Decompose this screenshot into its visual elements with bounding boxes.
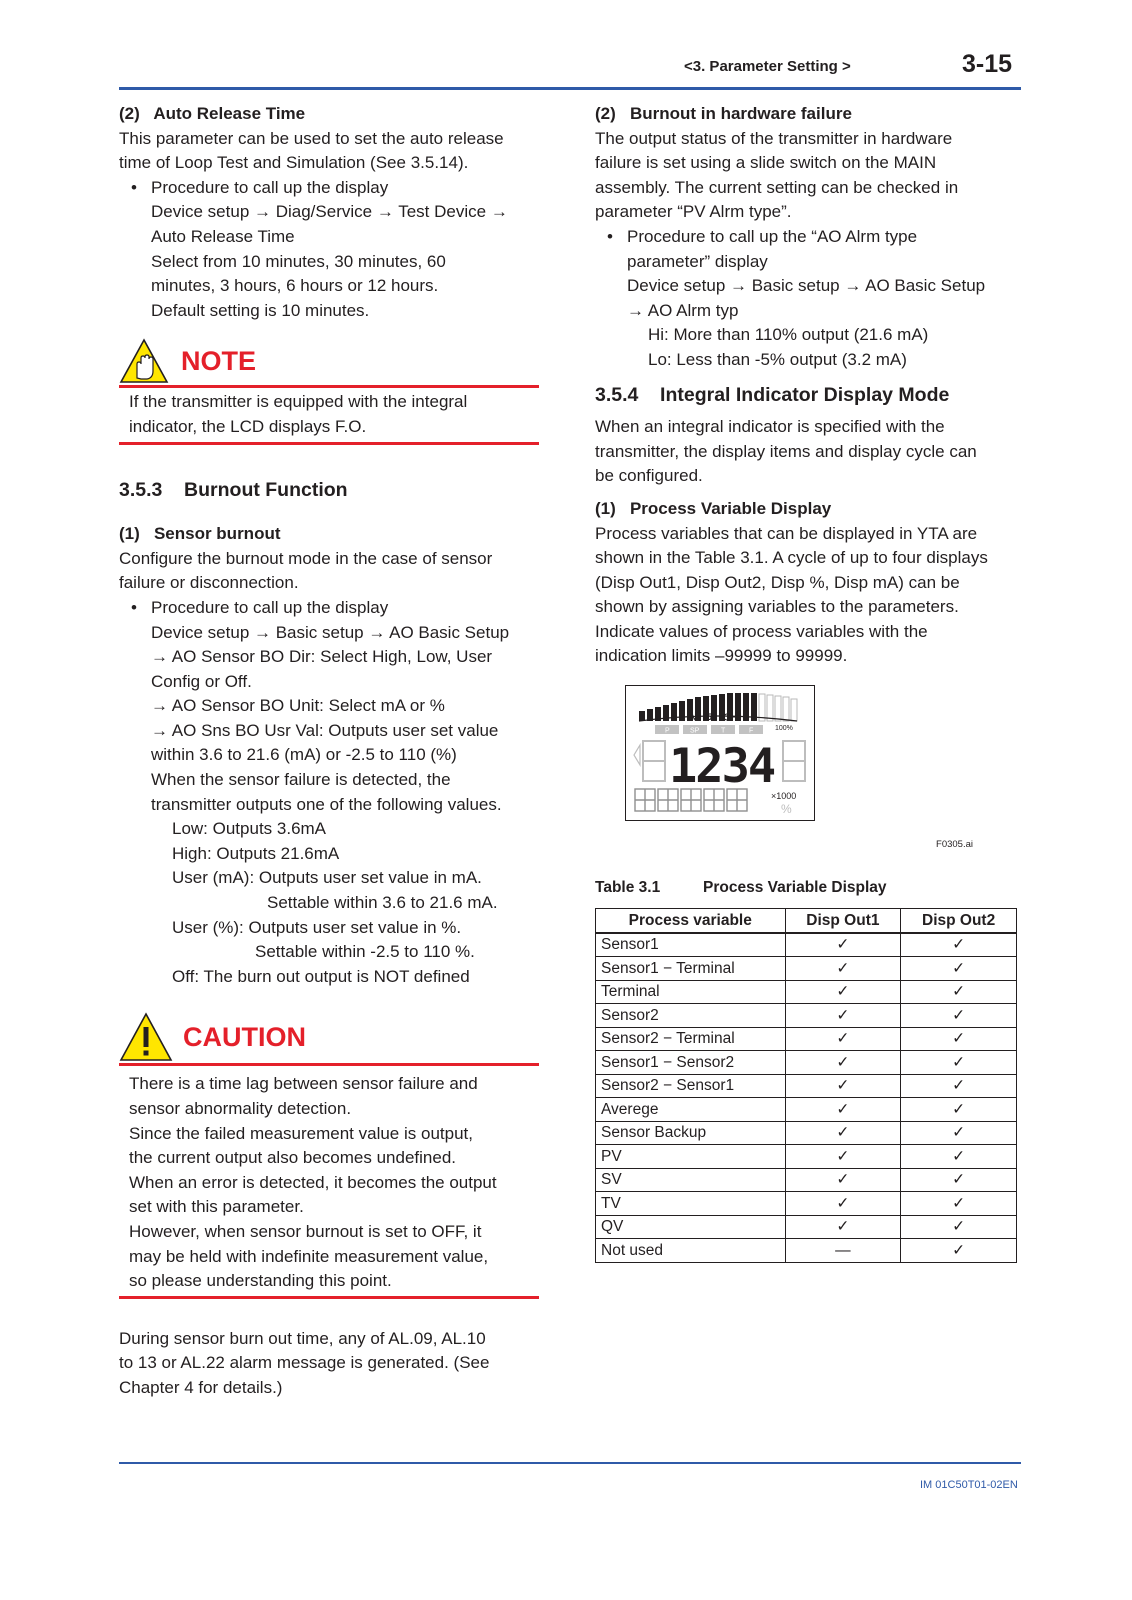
- caution-line: There is a time lag between sensor failure and: [129, 1074, 478, 1094]
- disp-out2-cell: ✓: [901, 1215, 1017, 1239]
- disp-out2-cell: ✓: [901, 933, 1017, 957]
- closing-paragraph: [119, 1327, 539, 1401]
- header-process-variable: Process variable: [596, 909, 786, 933]
- caution-line: sensor abnormality detection.: [129, 1099, 352, 1118]
- table-row: [596, 1051, 1017, 1075]
- body-line: be configured.: [595, 466, 703, 486]
- disp-out2-cell: ✓: [901, 1074, 1017, 1098]
- burnout-option-low: Low: Outputs 3.6mA: [172, 819, 327, 839]
- note-line: If the transmitter is equipped with the integral: [129, 392, 468, 412]
- disp-out1-cell: ✓: [785, 957, 901, 981]
- indicator-section-heading: 3.5.4 Integral Indicator Display Mode: [595, 383, 950, 406]
- variable-name-cell: Sensor1: [596, 933, 786, 957]
- table-row: [596, 1239, 1017, 1263]
- alarm-option-lo: Lo: Less than -5% output (3.2 mA): [648, 349, 907, 369]
- document-id: IM 01C50T01-02EN: [920, 1479, 1018, 1491]
- procedure-line: Config or Off.: [151, 671, 252, 691]
- disp-out1-cell: ✓: [785, 980, 901, 1004]
- note-bottom-rule: [119, 442, 539, 445]
- disp-out2-cell: ✓: [901, 1192, 1017, 1216]
- lcd-percent: %: [781, 802, 792, 817]
- body-line: time of Loop Test and Simulation (See 3.5.14).: [119, 153, 469, 173]
- procedure-line: Default setting is 10 minutes.: [151, 300, 370, 320]
- table-row: [596, 1004, 1017, 1028]
- lcd-label-100: 100%: [775, 725, 793, 733]
- body-line: failure or disconnection.: [119, 573, 299, 593]
- variable-name-cell: Averege: [596, 1098, 786, 1122]
- disp-out1-cell: ✓: [785, 1098, 901, 1122]
- procedure-line: Select from 10 minutes, 30 minutes, 60: [151, 251, 446, 271]
- procedure-line: parameter” display: [627, 251, 768, 271]
- disp-out2-cell: ✓: [901, 1004, 1017, 1028]
- burnout-option-user-ma-range: Settable within 3.6 to 21.6 mA.: [267, 893, 498, 913]
- auto-release-heading: (2) Auto Release Time: [119, 104, 306, 123]
- disp-out2-cell: ✓: [901, 1098, 1017, 1122]
- bullet-dot-icon: •: [131, 177, 137, 197]
- table-header-row: [596, 909, 1017, 933]
- variable-name-cell: Sensor1 − Terminal: [596, 957, 786, 981]
- running-header-section: <3. Parameter Setting >: [684, 58, 851, 75]
- disp-out1-cell: ✓: [785, 1215, 901, 1239]
- body-line: When an integral indicator is specified with the: [595, 417, 945, 437]
- disp-out1-cell: ✓: [785, 1168, 901, 1192]
- disp-out1-cell: ✓: [785, 1121, 901, 1145]
- header-disp-out2: Disp Out2: [901, 909, 1017, 933]
- bullet-text: Procedure to call up the display: [151, 597, 389, 617]
- bullet-text: Procedure to call up the “AO Alrm type: [627, 226, 918, 246]
- note-body: [119, 388, 539, 441]
- body-line: parameter “PV Alrm type”.: [595, 202, 792, 222]
- caution-line: set with this parameter.: [129, 1197, 304, 1217]
- variable-name-cell: SV: [596, 1168, 786, 1192]
- variable-name-cell: Sensor2: [596, 1004, 786, 1028]
- body-line: assembly. The current setting can be checked in: [595, 177, 959, 197]
- figure-id: F0305.ai: [936, 839, 973, 851]
- body-line: failure is set using a slide switch on the MAIN: [595, 153, 937, 173]
- procedure-line: Device setup → Diag/Service → Test Device →: [151, 202, 508, 222]
- burnout-option-user-pct: User (%): Outputs user set value in %.: [172, 917, 462, 937]
- body-line: indication limits –99999 to 99999.: [595, 646, 848, 666]
- body-line: (Disp Out1, Disp Out2, Disp %, Disp mA) can be: [595, 572, 960, 592]
- body-line: Chapter 4 for details.): [119, 1377, 283, 1397]
- burnout-option-off: Off: The burn out output is NOT defined: [172, 966, 470, 986]
- disp-out2-cell: ✓: [901, 1051, 1017, 1075]
- disp-out2-cell: ✓: [901, 1168, 1017, 1192]
- table-row: [596, 1098, 1017, 1122]
- lcd-sqrt-icon: √: [691, 709, 699, 724]
- process-variable-table: [595, 908, 1017, 1263]
- procedure-line: Auto Release Time: [151, 226, 295, 246]
- body-line: shown by assigning variables to the parameters.: [595, 597, 959, 617]
- body-line: shown in the Table 3.1. A cycle of up to four displays: [595, 548, 988, 568]
- procedure-line: → AO Sns BO Usr Val: Outputs user set value: [151, 720, 499, 740]
- header-disp-out1: Disp Out1: [785, 909, 901, 933]
- note-header: [119, 337, 539, 385]
- variable-name-cell: Sensor1 − Sensor2: [596, 1051, 786, 1075]
- burnout-option-user-pct-range: Settable within -2.5 to 110 %.: [255, 942, 475, 962]
- table-row: [596, 957, 1017, 981]
- table-row: [596, 1027, 1017, 1051]
- alarm-option-hi: Hi: More than 110% output (21.6 mA): [648, 325, 929, 345]
- disp-out1-cell: ✓: [785, 933, 901, 957]
- procedure-line: → AO Sensor BO Unit: Select mA or %: [151, 696, 445, 716]
- body-line: to 13 or AL.22 alarm message is generated. (See: [119, 1353, 490, 1373]
- caution-line: However, when sensor burnout is set to OFF, it: [129, 1221, 482, 1241]
- caution-header: [119, 1011, 539, 1063]
- procedure-line: When the sensor failure is detected, the: [151, 770, 451, 790]
- footer-rule: [119, 1462, 1021, 1464]
- table-row: [596, 1074, 1017, 1098]
- procedure-line: Device setup → Basic setup → AO Basic Setup: [151, 622, 510, 642]
- disp-out1-cell: ✓: [785, 1027, 901, 1051]
- disp-out2-cell: ✓: [901, 957, 1017, 981]
- sensor-burnout-heading: (1) Sensor burnout: [119, 524, 281, 544]
- burnout-section-heading: 3.5.3 Burnout Function: [119, 478, 348, 501]
- procedure-line: → AO Sensor BO Dir: Select High, Low, User: [151, 647, 493, 667]
- bullet-item: [595, 225, 1025, 250]
- body-line: Configure the burnout mode in the case of sensor: [119, 548, 493, 568]
- body-line: Indicate values of process variables with the: [595, 621, 928, 641]
- table-row: [596, 1145, 1017, 1169]
- lcd-seg-sp: SP: [690, 727, 700, 735]
- disp-out2-cell: ✓: [901, 1121, 1017, 1145]
- table-caption: [595, 876, 1025, 901]
- lcd-seg-t: T: [721, 727, 726, 735]
- lcd-label-50: 50: [707, 712, 718, 723]
- bullet-item: [119, 596, 539, 621]
- variable-name-cell: Not used: [596, 1239, 786, 1263]
- variable-name-cell: TV: [596, 1192, 786, 1216]
- bullet-text: Procedure to call up the display: [151, 177, 389, 197]
- disp-out1-cell: ✓: [785, 1004, 901, 1028]
- note-line: indicator, the LCD displays F.O.: [129, 416, 367, 436]
- table-row: [596, 1121, 1017, 1145]
- page-number: 3-15: [962, 50, 1013, 78]
- disp-out1-cell: ✓: [785, 1145, 901, 1169]
- caution-line: so please understanding this point.: [129, 1271, 392, 1291]
- caution-line: When an error is detected, it becomes the output: [129, 1172, 497, 1192]
- table-row: [596, 1215, 1017, 1239]
- table-title: Process Variable Display: [703, 878, 887, 896]
- table-number: Table 3.1: [595, 878, 661, 896]
- disp-out1-cell: ✓: [785, 1192, 901, 1216]
- caution-title: CAUTION: [183, 1022, 306, 1053]
- lcd-seg-p: P: [665, 727, 670, 735]
- caution-box: [119, 1011, 539, 1298]
- exclamation-warning-icon: [119, 1012, 173, 1062]
- disp-out2-cell: ✓: [901, 1027, 1017, 1051]
- hand-warning-icon: [119, 338, 169, 384]
- caution-line: the current output also becomes undefined.: [129, 1148, 456, 1168]
- body-line: During sensor burn out time, any of AL.09, AL.10: [119, 1328, 486, 1348]
- caution-bottom-rule: [119, 1296, 539, 1299]
- disp-out2-cell: ✓: [901, 1239, 1017, 1263]
- disp-out1-cell: ✓: [785, 1074, 901, 1098]
- procedure-line: Device setup → Basic setup → AO Basic Setup: [627, 276, 986, 296]
- body-line: transmitter, the display items and display cycle can: [595, 441, 977, 461]
- table-row: [596, 933, 1017, 957]
- procedure-line: transmitter outputs one of the following values.: [151, 794, 502, 814]
- procedure-line: minutes, 3 hours, 6 hours or 12 hours.: [151, 276, 439, 296]
- disp-out2-cell: ✓: [901, 1145, 1017, 1169]
- body-line: This parameter can be used to set the auto release: [119, 128, 504, 148]
- variable-name-cell: Sensor2 − Sensor1: [596, 1074, 786, 1098]
- variable-name-cell: QV: [596, 1215, 786, 1239]
- disp-out1-cell: ✓: [785, 1051, 901, 1075]
- table-row: [596, 980, 1017, 1004]
- variable-name-cell: Sensor2 − Terminal: [596, 1027, 786, 1051]
- caution-body: [119, 1066, 539, 1295]
- bullet-dot-icon: •: [607, 226, 613, 246]
- variable-name-cell: Terminal: [596, 980, 786, 1004]
- lcd-main-digits: 1234: [669, 739, 775, 795]
- note-box: [119, 337, 539, 444]
- right-column: [595, 102, 1025, 1263]
- table-body: [596, 933, 1017, 1263]
- lcd-display-illustration: [625, 685, 815, 821]
- hw-failure-heading: (2) Burnout in hardware failure: [595, 104, 852, 123]
- caution-line: may be held with indefinite measurement value,: [129, 1246, 489, 1266]
- header-rule: [119, 87, 1021, 90]
- body-line: Process variables that can be displayed in YTA are: [595, 523, 978, 543]
- procedure-line: → AO Alrm typ: [627, 300, 739, 320]
- body-line: The output status of the transmitter in hardware: [595, 128, 953, 148]
- note-title: NOTE: [181, 346, 257, 377]
- variable-name-cell: PV: [596, 1145, 786, 1169]
- lcd-multiplier: ×1000: [771, 791, 797, 802]
- burnout-option-high: High: Outputs 21.6mA: [172, 843, 340, 863]
- table-row: [596, 1168, 1017, 1192]
- variable-name-cell: Sensor Backup: [596, 1121, 786, 1145]
- procedure-line: within 3.6 to 21.6 (mA) or -2.5 to 110 (%): [151, 745, 457, 765]
- table-row: [596, 1192, 1017, 1216]
- bullet-dot-icon: •: [131, 597, 137, 617]
- left-column: [119, 102, 539, 1401]
- disp-out2-cell: ✓: [901, 980, 1017, 1004]
- caution-line: Since the failed measurement value is output,: [129, 1123, 473, 1143]
- bullet-item: [119, 176, 539, 201]
- disp-out1-cell: —: [785, 1239, 901, 1263]
- lcd-seg-f: F: [749, 727, 754, 735]
- pv-display-heading: (1) Process Variable Display: [595, 498, 832, 518]
- burnout-option-user-ma: User (mA): Outputs user set value in mA.: [172, 868, 482, 888]
